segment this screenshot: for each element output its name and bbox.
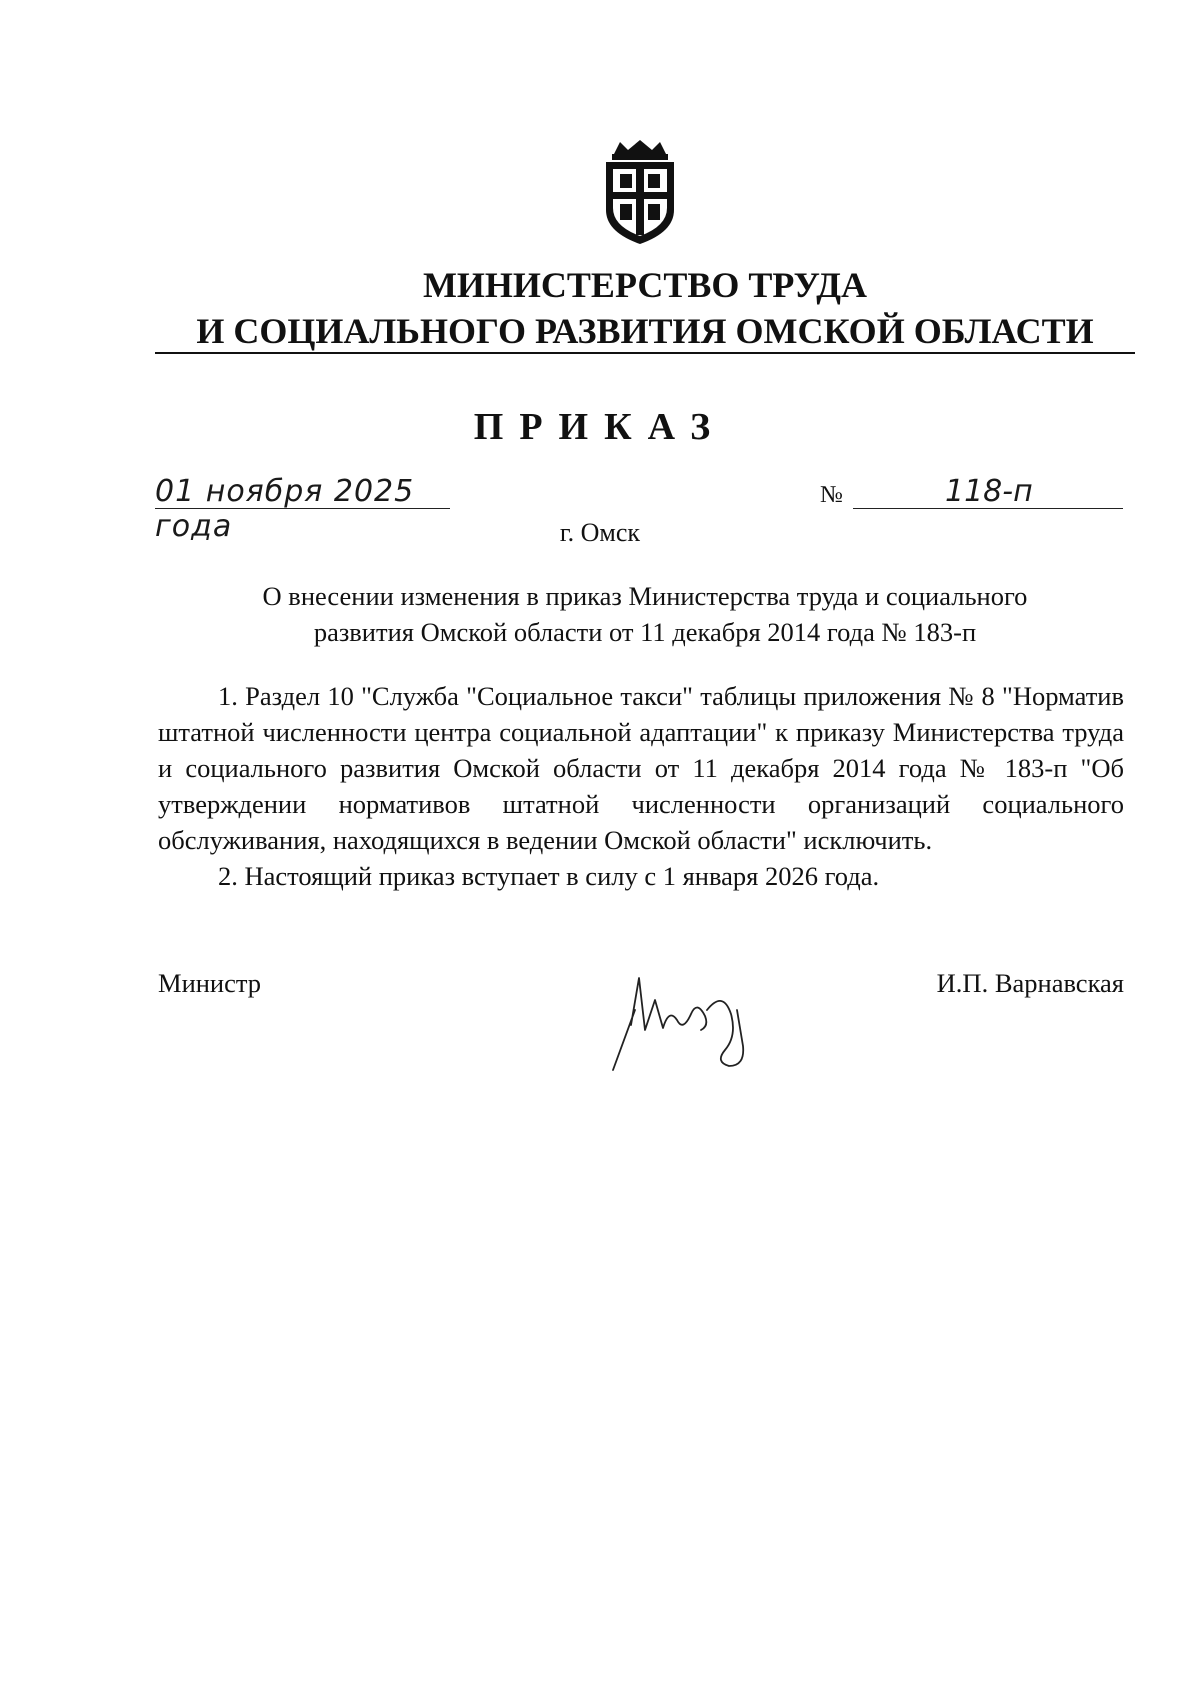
order-body bbox=[158, 678, 1124, 894]
ministry-name-line1: МИНИСТЕРСТВО ТРУДА bbox=[422, 265, 868, 305]
signatory-name: И.П. Варнавская bbox=[936, 968, 1124, 998]
handwritten-signature bbox=[605, 970, 785, 1080]
signatory-title: Министр bbox=[158, 968, 262, 998]
document-type: ПРИКАЗ bbox=[473, 406, 727, 448]
header-divider bbox=[155, 352, 1135, 354]
date-underline bbox=[155, 508, 450, 509]
number-sign: № bbox=[820, 482, 843, 508]
body-item-2: 2. Настоящий приказ вступает в силу с 1 января 2026 года. bbox=[218, 861, 880, 891]
number-underline bbox=[853, 508, 1123, 509]
city: г. Омск bbox=[559, 518, 641, 547]
ministry-name-line2: И СОЦИАЛЬНОГО РАЗВИТИЯ ОМСКОЙ ОБЛАСТИ bbox=[196, 311, 1094, 351]
order-date-handwritten: 01 ноября 2025 года bbox=[155, 474, 415, 544]
order-number-handwritten: 118-п bbox=[945, 474, 1033, 509]
ministry-name bbox=[155, 262, 1135, 354]
subject-line2: развития Омской области от 11 декабря 2014 года № 183-п bbox=[313, 617, 977, 647]
subject-line1: О внесении изменения в приказ Министерства труда и социального bbox=[262, 581, 1028, 611]
body-item-1: 1. Раздел 10 "Служба "Социальное такси" таблицы приложения № 8 "Норматив штатной численности центра социальной адаптации" к приказу Министерства труда и социального развития Омской области от 11 декабря 2014 года № 183-п "Об утверждении нормативов штатной численности организаций социального обслуживания, находящихся в ведении Омской области" исключить. bbox=[158, 681, 1124, 855]
coat-of-arms-icon bbox=[600, 140, 680, 245]
order-subject bbox=[200, 578, 1090, 650]
